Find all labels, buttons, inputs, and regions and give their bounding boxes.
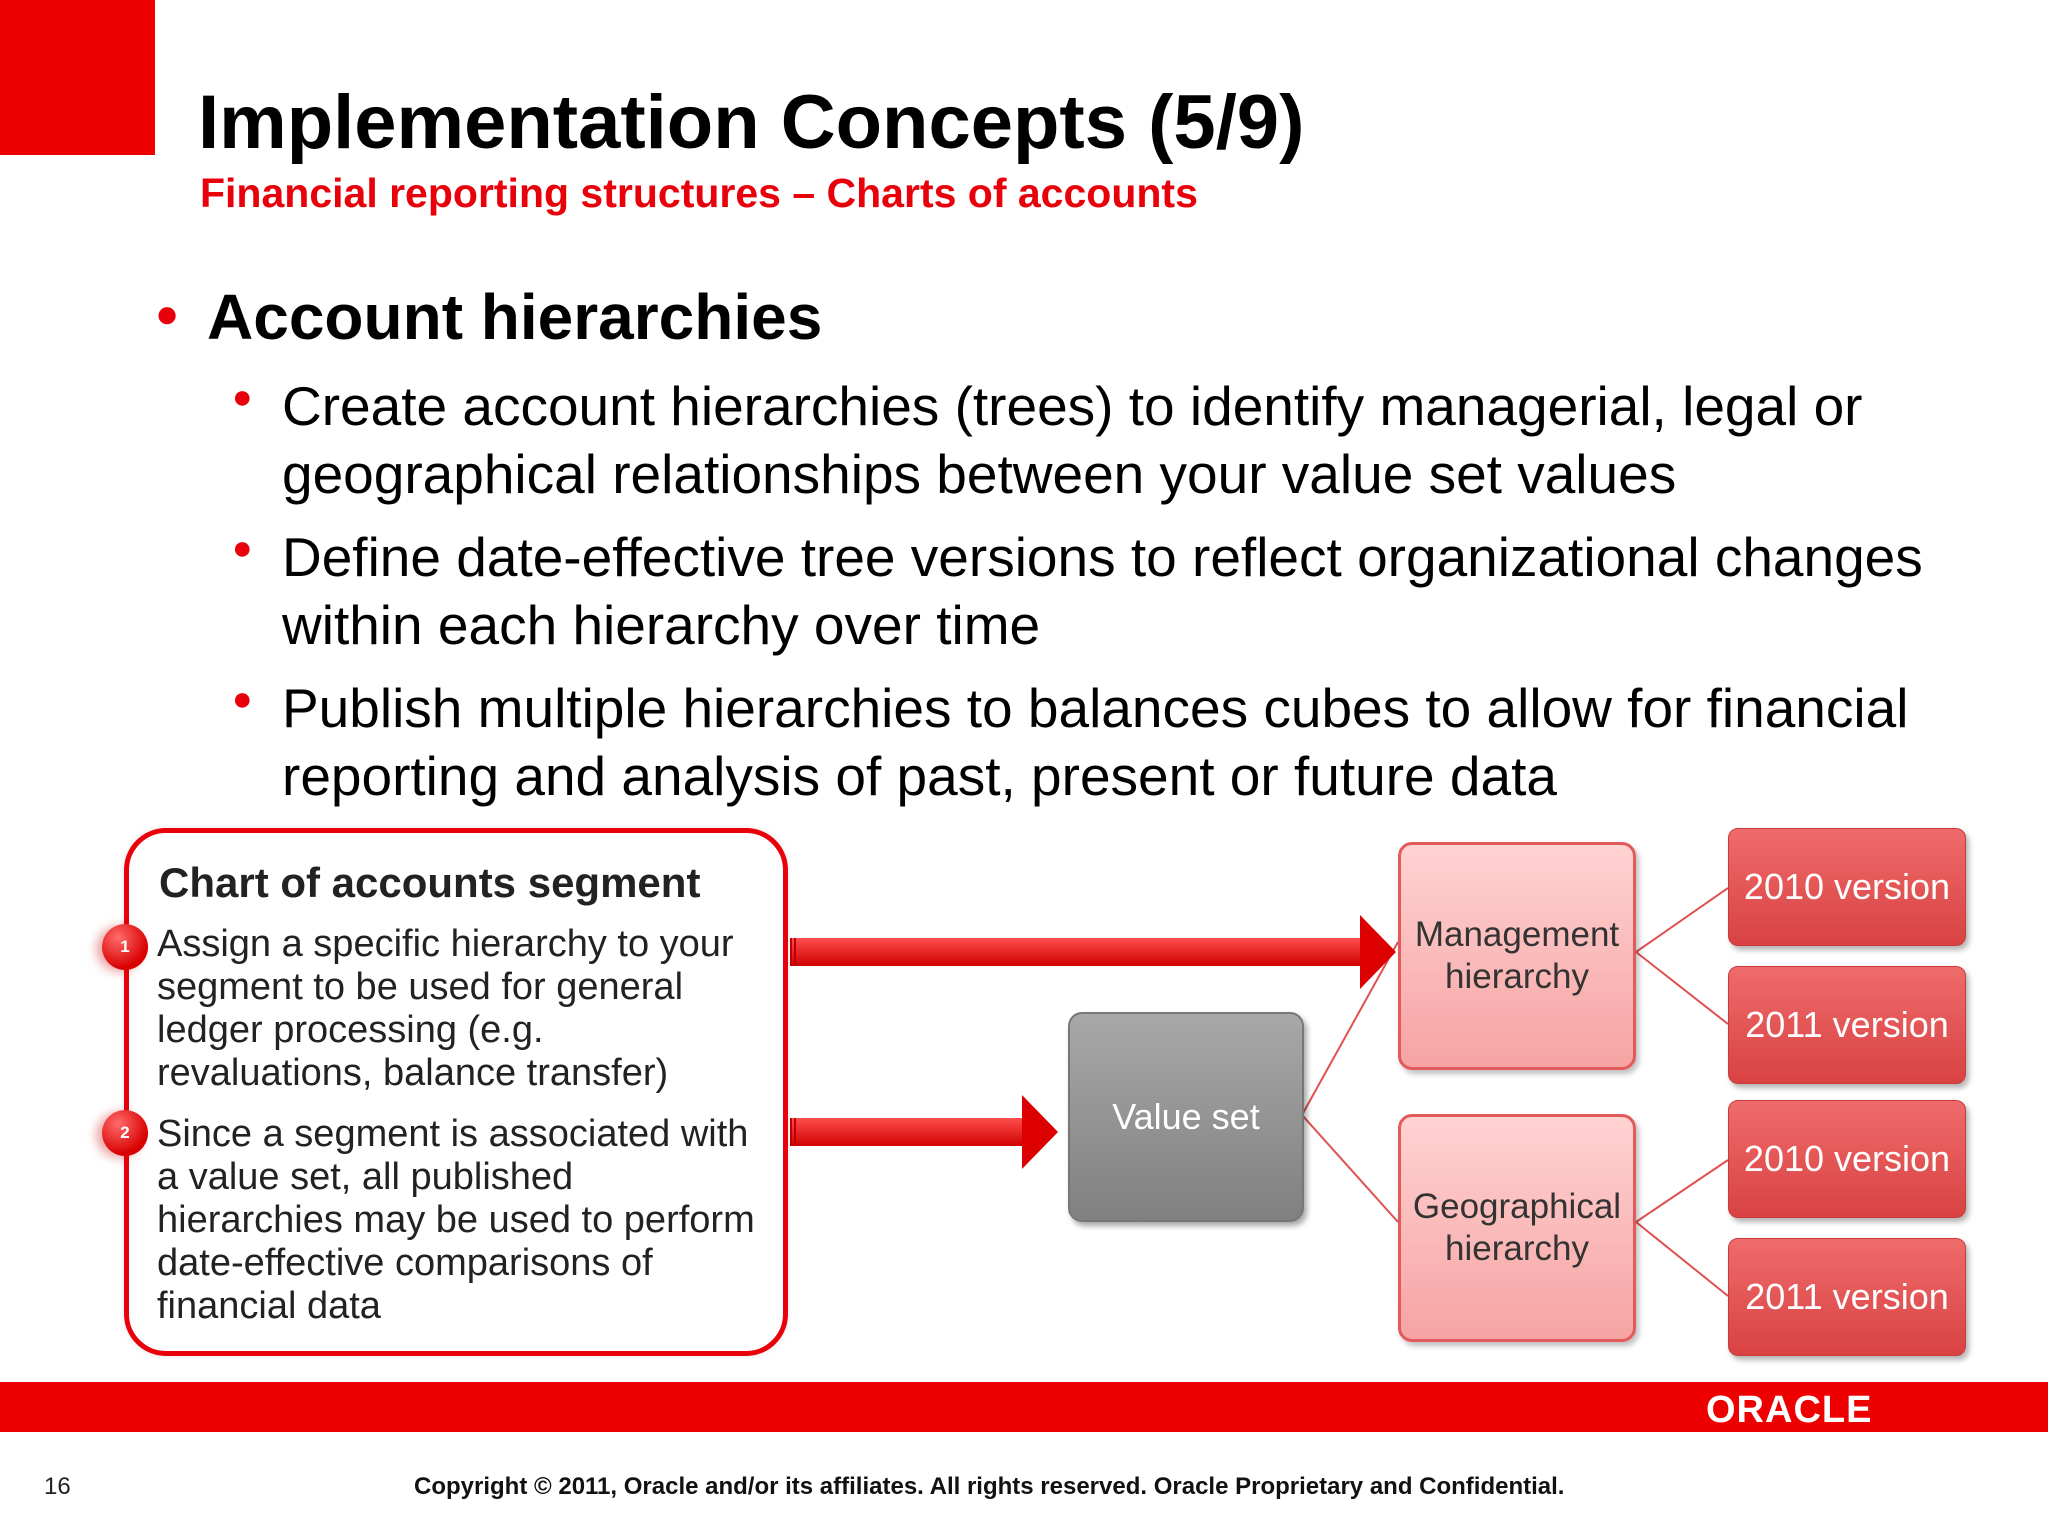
connector-line xyxy=(1636,1160,1728,1222)
slide-subtitle: Financial reporting structures – Charts of accounts xyxy=(200,170,1198,216)
slide-title: Implementation Concepts (5/9) xyxy=(198,80,1305,165)
coa-item-text: Assign a specific hierarchy to your segment to be used for general ledger processing (e.g. revaluations, balance transfer) xyxy=(157,923,734,1094)
coa-item-text: Since a segment is associated with a value set, all published hierarchies may be used to perform date-effective comparisons of financial data xyxy=(157,1113,755,1327)
coa-box-title: Chart of accounts segment xyxy=(159,859,701,906)
version-node: 2011 version xyxy=(1728,966,1966,1084)
sub-bullet-text: Create account hierarchies (trees) to identify managerial, legal or geographical relationships between your value set values xyxy=(282,375,1863,505)
bullet-icon: ● xyxy=(232,529,253,567)
connector-line xyxy=(1302,1115,1398,1222)
bullet-icon: ● xyxy=(232,378,253,416)
step-number-badge: 1 xyxy=(102,924,148,970)
main-bullet-text: Account hierarchies xyxy=(207,281,823,353)
bullet-icon: ● xyxy=(155,292,180,336)
step-number-badge: 2 xyxy=(102,1110,148,1156)
bullet-icon: ● xyxy=(232,680,253,718)
page-number: 16 xyxy=(44,1473,71,1500)
coa-segment-box xyxy=(124,828,788,1356)
connector-line xyxy=(1636,1222,1728,1296)
sub-bullet-text: Define date-effective tree versions to reflect organizational changes within each hierarchy over time xyxy=(282,526,1923,656)
version-node: 2010 version xyxy=(1728,1100,1966,1218)
version-node: 2011 version xyxy=(1728,1238,1966,1356)
version-node: 2010 version xyxy=(1728,828,1966,946)
geographical-hierarchy-node: Geographical hierarchy xyxy=(1398,1114,1636,1342)
connector-line xyxy=(1636,888,1728,952)
value-set-node: Value set xyxy=(1068,1012,1304,1222)
sub-bullet-text: Publish multiple hierarchies to balances cubes to allow for financial reporting and analysis of past, present or future data xyxy=(282,677,1909,807)
arrow-to-value-set xyxy=(790,1112,1058,1152)
oracle-logo: ORACLE xyxy=(1706,1389,1873,1431)
management-hierarchy-node: Management hierarchy xyxy=(1398,842,1636,1070)
arrow-to-management-hierarchy xyxy=(790,932,1396,972)
connector-line xyxy=(1636,952,1728,1024)
copyright-notice: Copyright © 2011, Oracle and/or its affiliates. All rights reserved. Oracle Proprietary and Confidential. xyxy=(414,1473,1565,1500)
